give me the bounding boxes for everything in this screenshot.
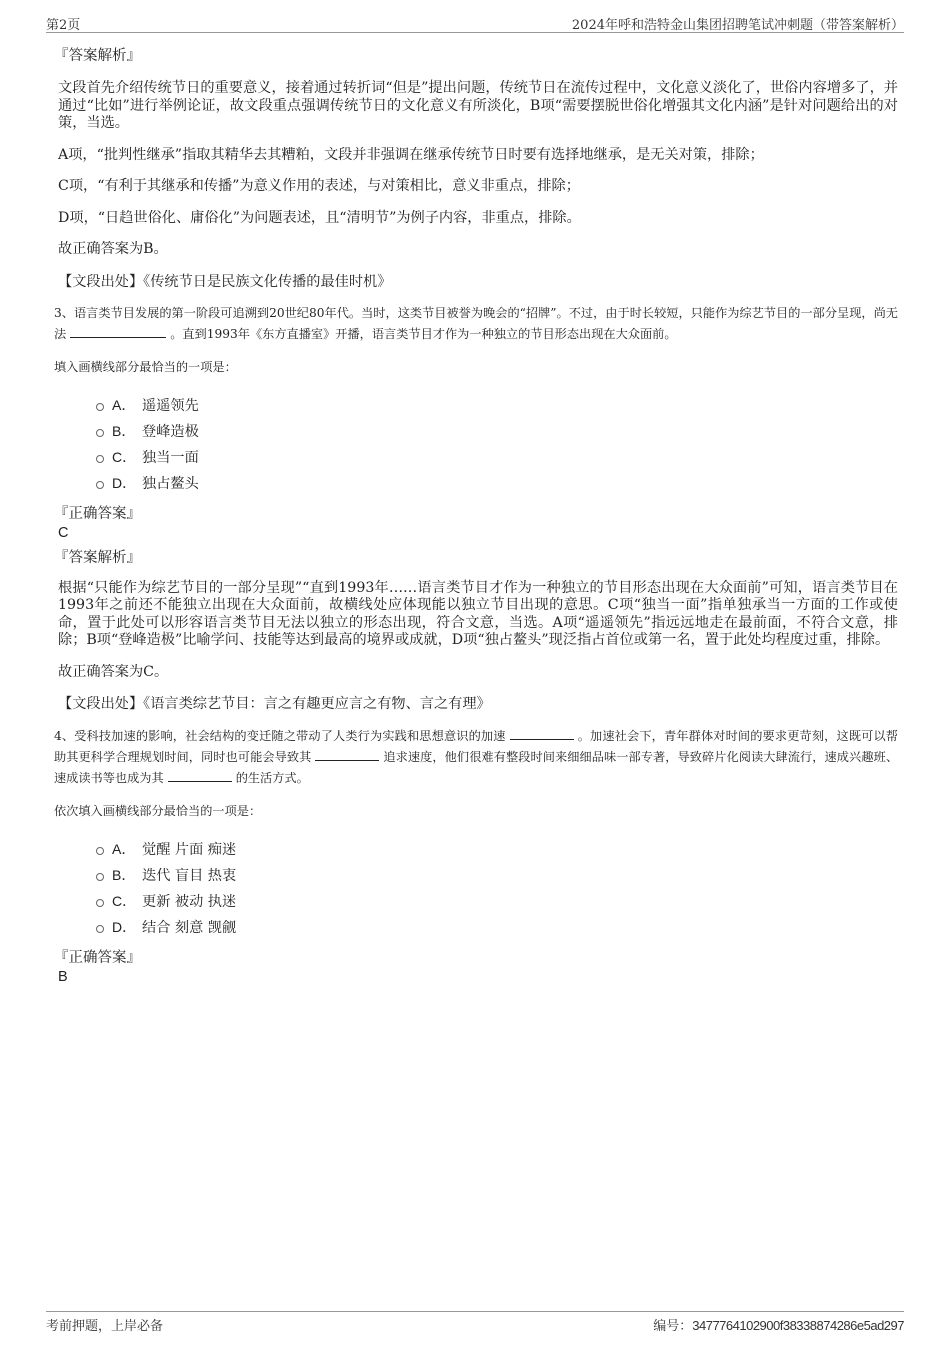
fill-blank	[168, 767, 232, 782]
document-code: 编号：3477764102900f38338874286e5ad297	[653, 1318, 904, 1334]
correct-answer: B	[58, 969, 68, 985]
option-d[interactable]: D． 独占鳌头	[96, 470, 898, 496]
answer-block-q2	[54, 46, 898, 291]
page-footer	[46, 1311, 904, 1336]
option-c[interactable]: C． 更新 被动 执迷	[96, 888, 898, 914]
passage-source: 【文段出处】《语言类综艺节目：言之有趣更应言之有物、言之有理》	[58, 696, 491, 712]
analysis-label: 『答案解析』	[54, 549, 141, 566]
fill-blank	[70, 323, 166, 338]
question-prompt: 依次填入画横线部分最恰当的一项是：	[54, 804, 262, 818]
correct-answer: C	[58, 524, 69, 541]
conclusion: 故正确答案为B。	[58, 241, 168, 257]
question-stem: 4、受科技加速的影响，社会结构的变迁随之带动了人类行为实践和思想意识的加速 。加速社会下，青年群体对时间的要求更苛刻，这既可以帮助其更科学合理规划时间，同时也可能会导致其 追求速度，他们很难有整段时间来细细品味一部专著，导致碎片化阅读大肆流行，速成兴趣班、速成读书等也成为其 的生活方式。	[54, 725, 898, 788]
radio-icon[interactable]	[96, 429, 104, 437]
radio-icon[interactable]	[96, 899, 104, 907]
option-b[interactable]: B． 迭代 盲目 热衷	[96, 862, 898, 888]
radio-icon[interactable]	[96, 925, 104, 933]
radio-icon[interactable]	[96, 847, 104, 855]
page-number: 第2页	[46, 18, 81, 33]
radio-icon[interactable]	[96, 403, 104, 411]
question-4	[54, 725, 898, 986]
question-3	[54, 303, 898, 714]
option-a[interactable]: A． 觉醒 片面 痴迷	[96, 836, 898, 862]
radio-icon[interactable]	[96, 481, 104, 489]
correct-answer-label: 『正确答案』	[54, 950, 141, 966]
footer-slogan: 考前押题，上岸必备	[46, 1319, 164, 1334]
fill-blank	[510, 725, 574, 740]
analysis-label: 『答案解析』	[54, 48, 141, 64]
radio-icon[interactable]	[96, 455, 104, 463]
conclusion: 故正确答案为C。	[58, 663, 169, 680]
fill-blank	[315, 746, 379, 761]
option-c[interactable]: C． 独当一面	[96, 444, 898, 470]
option-list	[96, 836, 898, 940]
page-content	[54, 40, 898, 986]
analysis-text: 文段首先介绍传统节日的重要意义，接着通过转折词“但是”提出问题，传统节日在流传过程中，文化意义淡化了，世俗内容增多了，并通过“比如”进行举例论证，故文段重点强调传统节日的文化意义有所淡化，B项“需要摆脱世俗化增强其文化内涵”是针对问题给出的对策，当选。	[58, 80, 898, 131]
option-d[interactable]: D． 结合 刻意 觊觎	[96, 914, 898, 940]
radio-icon[interactable]	[96, 873, 104, 881]
document-title: 2024年呼和浩特金山集团招聘笔试冲刺题（带答案解析）	[571, 18, 904, 33]
question-stem: 3、语言类节目发展的第一阶段可追溯到20世纪80年代。当时，这类节目被誉为晚会的“招牌”。不过，由于时长较短，只能作为综艺节目的一部分呈现，尚无法 。直到1993年《东方直播室》开播，语言类节目才作为一种独立的节目形态出现在大众面前。	[54, 305, 898, 341]
question-prompt: 填入画横线部分最恰当的一项是：	[54, 359, 237, 374]
option-b[interactable]: B． 登峰造极	[96, 418, 898, 444]
option-c-note: C项，“有利于其继承和传播”为意义作用的表述，与对策相比，意义非重点，排除；	[58, 178, 580, 194]
correct-answer-label: 『正确答案』	[54, 505, 141, 522]
option-a[interactable]: A． 遥遥领先	[96, 392, 898, 418]
option-a-note: A项，“批判性继承”指取其精华去其糟粕，文段并非强调在继承传统节日时要有选择地继承，是无关对策，排除；	[58, 146, 764, 163]
option-list	[96, 392, 898, 496]
page-header	[46, 10, 904, 33]
option-d-note: D项，“日趋世俗化、庸俗化”为问题表述，且“清明节”为例子内容，非重点，排除。	[58, 209, 581, 226]
analysis-text: 根据“只能作为综艺节目的一部分呈现”“直到1993年……语言类节目才作为一种独立的节目形态出现在大众面前”可知，语言类节目在1993年之前还不能独立出现在大众面前，故横线处应体现能以独立节目出现的意思。C项“独当一面”指单独承当一方面的工作或使命，置于此处可以形容语言类节目无法以独立的形态出现，符合文意，当选。A项“遥遥领先”指远远地走在最前面，不符合文意，排除；B项“登峰造极”比喻学问、技能等达到最高的境界或成就，D项“独占鳌头”现泛指占首位或第一名，置于此处均程度过重，排除。	[58, 579, 898, 648]
passage-source: 【文段出处】《传统节日是民族文化传播的最佳时机》	[58, 273, 392, 290]
